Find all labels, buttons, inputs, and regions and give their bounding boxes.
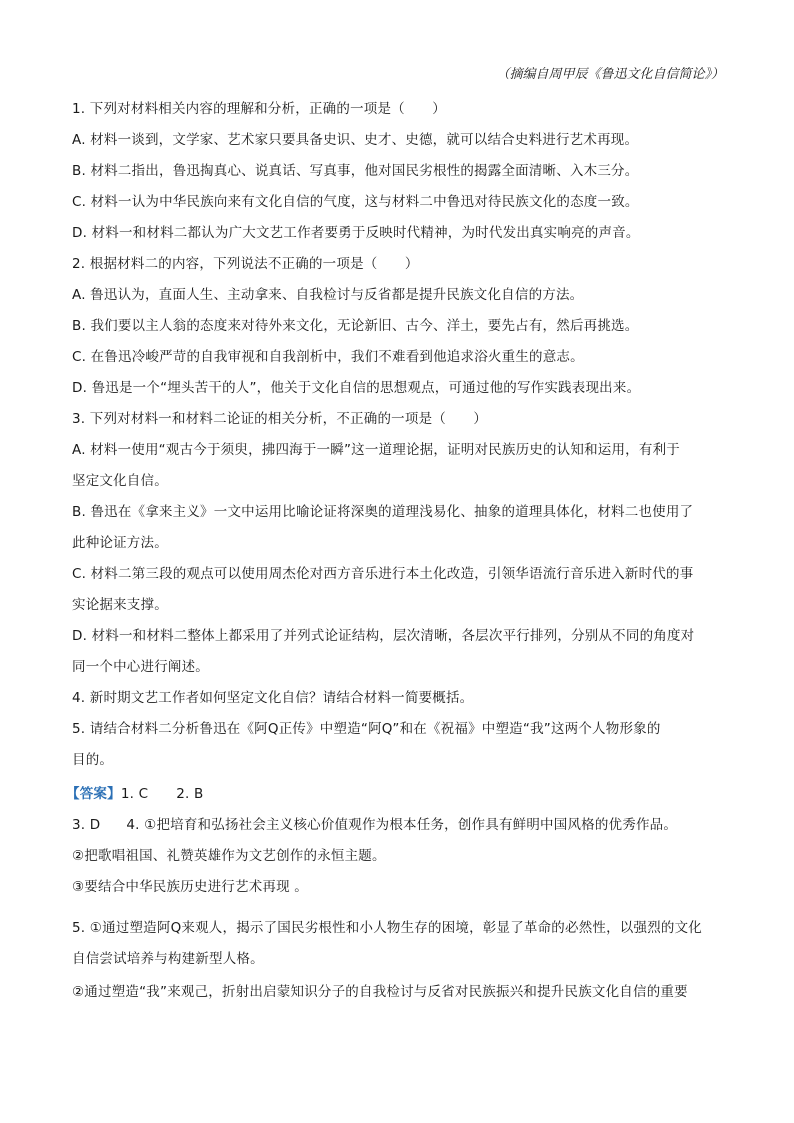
answer-4-part-3: ③要结合中华民族历史进行艺术再现 。 <box>72 879 308 895</box>
answer-tag: 【答案】 <box>66 786 121 802</box>
answer-4-part-2: ②把歌唱祖国、礼赞英雄作为文艺创作的永恒主题。 <box>72 848 386 864</box>
q3-option-b-cont: 此种论证方法。 <box>72 535 168 551</box>
answer-1: 1. C <box>120 786 149 802</box>
answer-line-2 <box>72 815 677 835</box>
q3-option-d-cont: 同一个中心进行阐述。 <box>72 659 209 675</box>
q3-option-a: A. 材料一使用“观古今于须臾，拂四海于一瞬”这一道理论据，证明对民族历史的认知和运用，有利于 <box>72 442 680 458</box>
answer-line-1 <box>66 784 203 804</box>
answer-2: 2. B <box>176 786 204 802</box>
q2-stem: 2. 根据材料二的内容，下列说法不正确的一项是（ ） <box>72 256 419 272</box>
answer-4-part-1: 4. ①把培育和弘扬社会主义核心价值观作为根本任务，创作具有鲜明中国风格的优秀作品。 <box>126 817 678 833</box>
q2-option-a: A. 鲁迅认为，直面人生、主动拿来、自我检讨与反省都是提升民族文化自信的方法。 <box>72 287 584 303</box>
q3-option-c-cont: 实论据来支撑。 <box>72 597 168 613</box>
q5-stem: 5. 请结合材料二分析鲁迅在《阿Q正传》中塑造“阿Q”和在《祝福》中塑造“我”这两个人物形象的 <box>72 721 661 737</box>
q2-option-c: C. 在鲁迅冷峻严苛的自我审视和自我剖析中，我们不难看到他追求浴火重生的意志。 <box>72 349 584 365</box>
q2-option-b: B. 我们要以主人翁的态度来对待外来文化，无论新旧、古今、洋土，要先占有，然后再挑选。 <box>72 318 639 334</box>
answer-5-part-2: ②通过塑造“我”来观己，折射出启蒙知识分子的自我检讨与反省对民族振兴和提升民族文化自信的重要 <box>72 984 688 1000</box>
q1-option-b: B. 材料二指出，鲁迅掏真心、说真话、写真事，他对国民劣根性的揭露全面清晰、入木三分。 <box>72 163 639 179</box>
q3-stem: 3. 下列对材料一和材料二论证的相关分析，不正确的一项是（ ） <box>72 411 488 427</box>
source-citation: （摘编自周甲辰《鲁迅文化自信简论》） <box>496 67 724 82</box>
q1-option-c: C. 材料一认为中华民族向来有文化自信的气度，这与材料二中鲁迅对待民族文化的态度一致。 <box>72 194 639 210</box>
q2-option-d: D. 鲁迅是一个“埋头苦干的人”，他关于文化自信的思想观点，可通过他的写作实践表现出来。 <box>72 380 641 396</box>
q3-option-a-cont: 坚定文化自信。 <box>72 473 168 489</box>
answer-3: 3. D <box>72 817 101 833</box>
q3-option-c: C. 材料二第三段的观点可以使用周杰伦对西方音乐进行本土化改造，引领华语流行音乐进入新时代的事 <box>72 566 694 582</box>
answer-5-part-1: 5. ①通过塑造阿Q来观人，揭示了国民劣根性和小人物生存的困境，彰显了革命的必然性，以强烈的文化 <box>72 920 702 936</box>
answer-5-part-1-cont: 自信尝试培养与构建新型人格。 <box>72 951 264 967</box>
q1-option-a: A. 材料一谈到，文学家、艺术家只要具备史识、史才、史德，就可以结合史料进行艺术再现。 <box>72 132 639 148</box>
q3-option-d: D. 材料一和材料二整体上都采用了并列式论证结构，层次清晰，各层次平行排列，分别从不同的角度对 <box>72 628 695 644</box>
q5-stem-cont: 目的。 <box>72 752 114 768</box>
q4-stem: 4. 新时期文艺工作者如何坚定文化自信？请结合材料一简要概括。 <box>72 690 474 706</box>
q1-stem: 1. 下列对材料相关内容的理解和分析，正确的一项是（ ） <box>72 101 446 117</box>
q1-option-d: D. 材料一和材料二都认为广大文艺工作者要勇于反映时代精神，为时代发出真实响亮的声音。 <box>72 225 640 241</box>
q3-option-b: B. 鲁迅在《拿来主义》一文中运用比喻论证将深奥的道理浅易化、抽象的道理具体化，材料二也使用了 <box>72 504 694 520</box>
